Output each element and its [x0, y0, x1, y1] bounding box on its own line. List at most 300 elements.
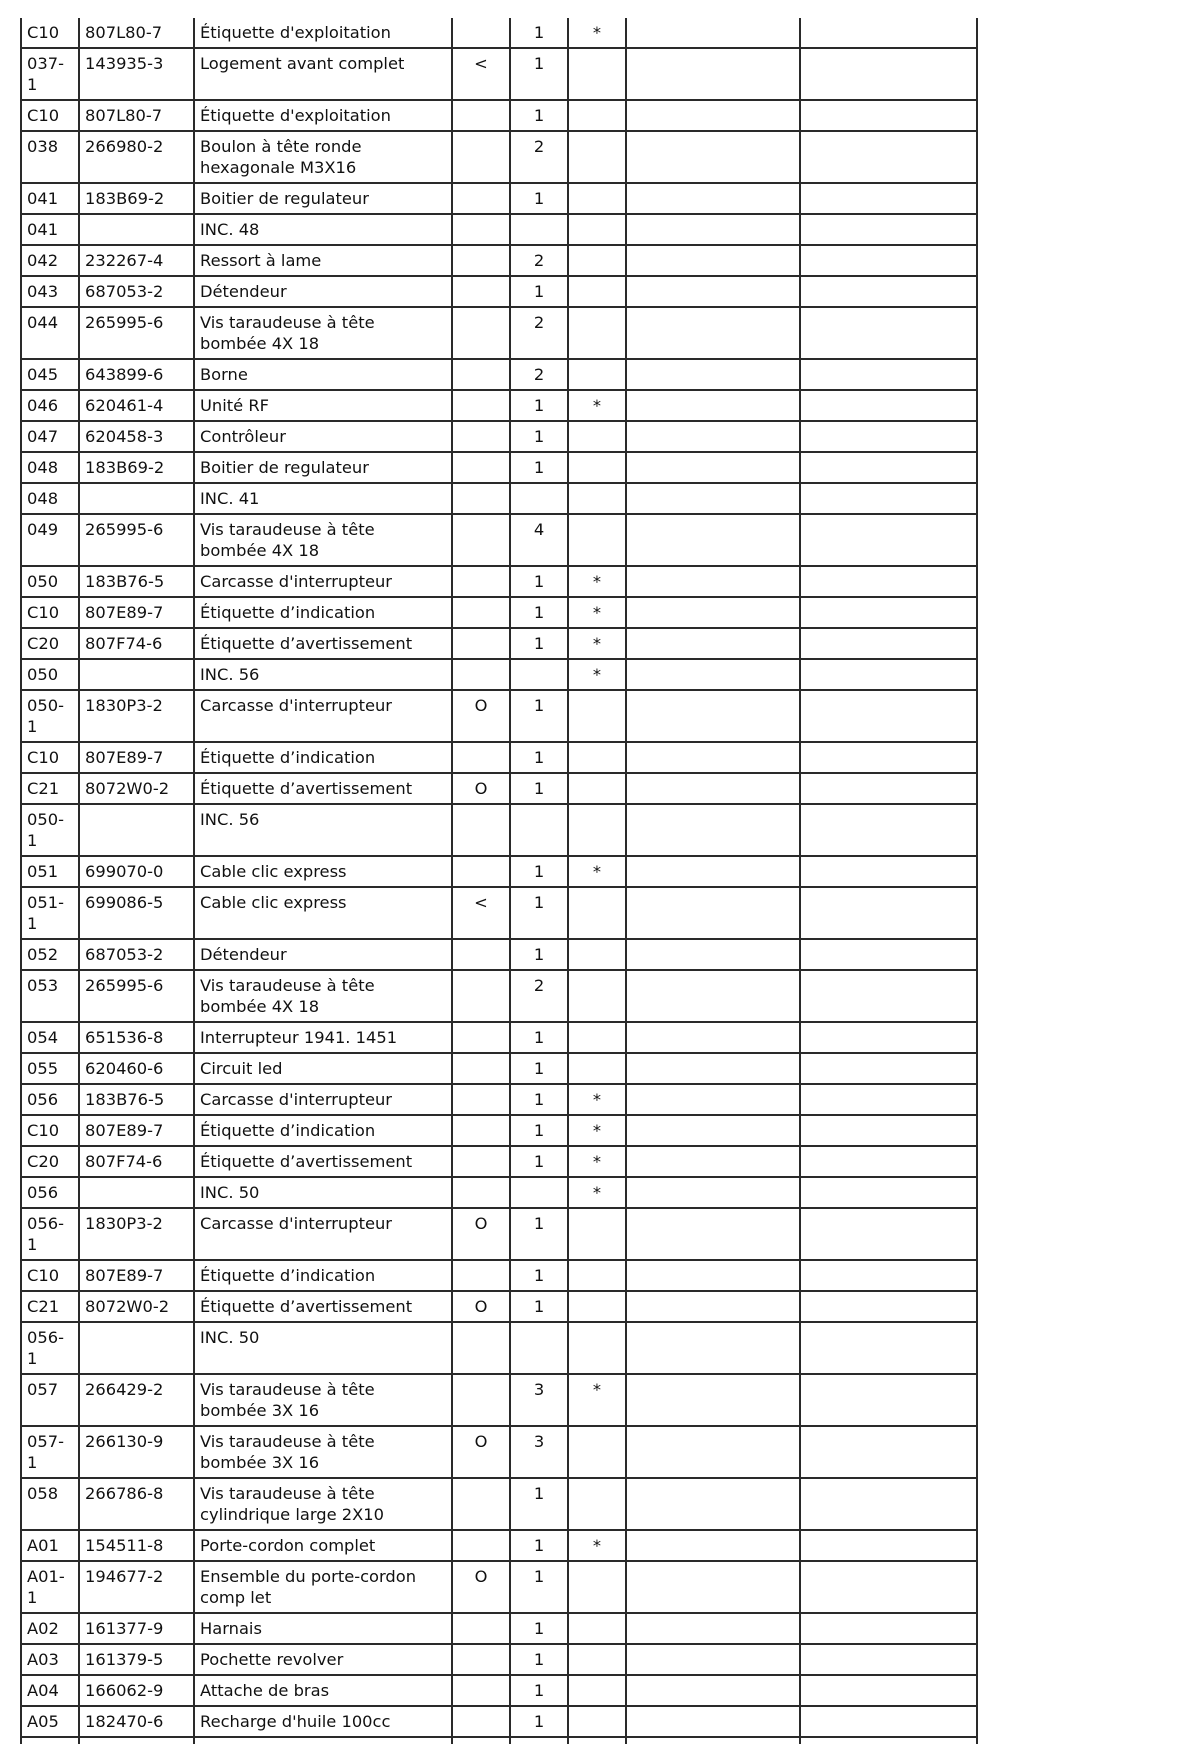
- part-number-cell: 183B69-2: [79, 452, 194, 483]
- extra-column-2-cell: [800, 307, 977, 359]
- part-number-cell: 232267-4: [79, 245, 194, 276]
- ref-cell: 050-1: [21, 690, 79, 742]
- ref-cell: C10: [21, 742, 79, 773]
- table-row: [21, 100, 977, 131]
- extra-column-2-cell: [800, 804, 977, 856]
- part-number-cell: 166062-9: [79, 1675, 194, 1706]
- extra-column-2-cell: [800, 1146, 977, 1177]
- note-mark-cell: [568, 1675, 626, 1706]
- note-mark-cell: *: [568, 1146, 626, 1177]
- extra-column-2-cell: [800, 887, 977, 939]
- extra-column-2-cell: [800, 1115, 977, 1146]
- ref-cell: C20: [21, 628, 79, 659]
- extra-column-1-cell: [626, 452, 800, 483]
- ref-cell: 057-1: [21, 1426, 79, 1478]
- description-cell: Détendeur: [194, 276, 452, 307]
- extra-column-1-cell: [626, 183, 800, 214]
- extra-column-1-cell: [626, 276, 800, 307]
- quantity-cell: 1: [510, 1613, 568, 1644]
- table-row: [21, 856, 977, 887]
- note-mark-cell: [568, 1053, 626, 1084]
- change-code-cell: O: [452, 690, 510, 742]
- part-number-cell: 1830P3-2: [79, 690, 194, 742]
- quantity-cell: 2: [510, 245, 568, 276]
- change-code-cell: [452, 183, 510, 214]
- quantity-cell: 1: [510, 1561, 568, 1613]
- extra-column-1-cell: [626, 1177, 800, 1208]
- ref-cell: 056: [21, 1084, 79, 1115]
- change-code-cell: [452, 214, 510, 245]
- extra-column-2-cell: [800, 421, 977, 452]
- change-code-cell: [452, 1022, 510, 1053]
- part-number-cell: 699070-0: [79, 856, 194, 887]
- extra-column-2-cell: [800, 939, 977, 970]
- change-code-cell: [452, 659, 510, 690]
- quantity-cell: 1: [510, 48, 568, 100]
- extra-column-1-cell: [626, 1644, 800, 1675]
- extra-column-2-cell: [800, 48, 977, 100]
- extra-column-2-cell: [800, 1291, 977, 1322]
- ref-cell: A03: [21, 1644, 79, 1675]
- extra-column-2-cell: [800, 659, 977, 690]
- table-row-continuation: [21, 1737, 977, 1744]
- quantity-cell: 2: [510, 970, 568, 1022]
- description-cell: INC. 50: [194, 1177, 452, 1208]
- extra-column-1-cell: [626, 1613, 800, 1644]
- ref-cell: 038: [21, 131, 79, 183]
- description-cell: Vis taraudeuse à tête bombée 3X 16: [194, 1374, 452, 1426]
- table-row: [21, 939, 977, 970]
- extra-column-1-cell: [626, 131, 800, 183]
- part-number-cell: 643899-6: [79, 359, 194, 390]
- description-cell: Boitier de regulateur: [194, 452, 452, 483]
- description-cell: INC. 48: [194, 214, 452, 245]
- continuation-cell: [626, 1737, 800, 1744]
- change-code-cell: [452, 359, 510, 390]
- extra-column-2-cell: [800, 1644, 977, 1675]
- table-row: [21, 1613, 977, 1644]
- change-code-cell: [452, 483, 510, 514]
- quantity-cell: [510, 804, 568, 856]
- quantity-cell: 1: [510, 773, 568, 804]
- quantity-cell: [510, 1177, 568, 1208]
- change-code-cell: [452, 1644, 510, 1675]
- note-mark-cell: [568, 1613, 626, 1644]
- change-code-cell: [452, 307, 510, 359]
- ref-cell: 046: [21, 390, 79, 421]
- extra-column-1-cell: [626, 773, 800, 804]
- table-row: [21, 1291, 977, 1322]
- table-row: [21, 276, 977, 307]
- extra-column-1-cell: [626, 1084, 800, 1115]
- table-row: [21, 307, 977, 359]
- ref-cell: 057: [21, 1374, 79, 1426]
- note-mark-cell: *: [568, 1177, 626, 1208]
- description-cell: Carcasse d'interrupteur: [194, 1084, 452, 1115]
- extra-column-2-cell: [800, 773, 977, 804]
- quantity-cell: 4: [510, 514, 568, 566]
- part-number-cell: 161377-9: [79, 1613, 194, 1644]
- ref-cell: C10: [21, 100, 79, 131]
- table-row: [21, 1208, 977, 1260]
- description-cell: Borne: [194, 359, 452, 390]
- description-cell: Ensemble du porte-cordon comp let: [194, 1561, 452, 1613]
- note-mark-cell: *: [568, 1084, 626, 1115]
- extra-column-1-cell: [626, 1426, 800, 1478]
- extra-column-1-cell: [626, 1022, 800, 1053]
- note-mark-cell: [568, 1260, 626, 1291]
- part-number-cell: 699086-5: [79, 887, 194, 939]
- note-mark-cell: *: [568, 1530, 626, 1561]
- extra-column-1-cell: [626, 1146, 800, 1177]
- quantity-cell: 1: [510, 1146, 568, 1177]
- ref-cell: A01-1: [21, 1561, 79, 1613]
- part-number-cell: [79, 1322, 194, 1374]
- quantity-cell: 2: [510, 131, 568, 183]
- note-mark-cell: [568, 1022, 626, 1053]
- part-number-cell: 194677-2: [79, 1561, 194, 1613]
- note-mark-cell: [568, 514, 626, 566]
- extra-column-1-cell: [626, 628, 800, 659]
- extra-column-2-cell: [800, 597, 977, 628]
- continuation-cell: [452, 1737, 510, 1744]
- note-mark-cell: [568, 48, 626, 100]
- extra-column-2-cell: [800, 1675, 977, 1706]
- extra-column-2-cell: [800, 628, 977, 659]
- note-mark-cell: [568, 690, 626, 742]
- extra-column-1-cell: [626, 421, 800, 452]
- description-cell: Harnais: [194, 1613, 452, 1644]
- extra-column-1-cell: [626, 887, 800, 939]
- extra-column-2-cell: [800, 742, 977, 773]
- extra-column-1-cell: [626, 1675, 800, 1706]
- quantity-cell: 1: [510, 1675, 568, 1706]
- description-cell: INC. 41: [194, 483, 452, 514]
- change-code-cell: [452, 245, 510, 276]
- parts-table: [20, 18, 978, 1744]
- description-cell: Unité RF: [194, 390, 452, 421]
- note-mark-cell: *: [568, 628, 626, 659]
- ref-cell: 048: [21, 452, 79, 483]
- extra-column-1-cell: [626, 970, 800, 1022]
- extra-column-1-cell: [626, 100, 800, 131]
- extra-column-2-cell: [800, 18, 977, 48]
- extra-column-2-cell: [800, 359, 977, 390]
- part-number-cell: 620460-6: [79, 1053, 194, 1084]
- extra-column-2-cell: [800, 690, 977, 742]
- ref-cell: 052: [21, 939, 79, 970]
- continuation-cell: [800, 1737, 977, 1744]
- description-cell: Étiquette d’avertissement: [194, 773, 452, 804]
- extra-column-1-cell: [626, 1322, 800, 1374]
- note-mark-cell: [568, 804, 626, 856]
- quantity-cell: 1: [510, 100, 568, 131]
- change-code-cell: [452, 1177, 510, 1208]
- table-row: [21, 1146, 977, 1177]
- change-code-cell: [452, 1322, 510, 1374]
- description-cell: Boitier de regulateur: [194, 183, 452, 214]
- table-row: [21, 452, 977, 483]
- ref-cell: 037-1: [21, 48, 79, 100]
- part-number-cell: [79, 659, 194, 690]
- description-cell: Contrôleur: [194, 421, 452, 452]
- change-code-cell: [452, 390, 510, 421]
- part-number-cell: 807E89-7: [79, 742, 194, 773]
- note-mark-cell: [568, 939, 626, 970]
- ref-cell: 050-1: [21, 804, 79, 856]
- extra-column-2-cell: [800, 276, 977, 307]
- extra-column-1-cell: [626, 597, 800, 628]
- ref-cell: 050: [21, 566, 79, 597]
- quantity-cell: [510, 1322, 568, 1374]
- extra-column-1-cell: [626, 1053, 800, 1084]
- description-cell: Boulon à tête ronde hexagonale M3X16: [194, 131, 452, 183]
- description-cell: INC. 50: [194, 1322, 452, 1374]
- note-mark-cell: *: [568, 659, 626, 690]
- quantity-cell: 1: [510, 1115, 568, 1146]
- extra-column-1-cell: [626, 1115, 800, 1146]
- change-code-cell: [452, 1675, 510, 1706]
- continuation-cell: [568, 1737, 626, 1744]
- extra-column-2-cell: [800, 1426, 977, 1478]
- table-row: [21, 1115, 977, 1146]
- extra-column-2-cell: [800, 1053, 977, 1084]
- parts-list-sheet: [20, 18, 976, 1744]
- description-cell: INC. 56: [194, 659, 452, 690]
- table-row: [21, 421, 977, 452]
- table-row: [21, 1706, 977, 1737]
- ref-cell: C20: [21, 1146, 79, 1177]
- table-row: [21, 1478, 977, 1530]
- part-number-cell: 265995-6: [79, 970, 194, 1022]
- ref-cell: 056-1: [21, 1322, 79, 1374]
- description-cell: Vis taraudeuse à tête bombée 3X 16: [194, 1426, 452, 1478]
- note-mark-cell: [568, 1561, 626, 1613]
- part-number-cell: 620458-3: [79, 421, 194, 452]
- note-mark-cell: *: [568, 1115, 626, 1146]
- table-row: [21, 183, 977, 214]
- note-mark-cell: *: [568, 566, 626, 597]
- quantity-cell: 1: [510, 1706, 568, 1737]
- extra-column-1-cell: [626, 1706, 800, 1737]
- extra-column-1-cell: [626, 245, 800, 276]
- part-number-cell: 807L80-7: [79, 18, 194, 48]
- ref-cell: 044: [21, 307, 79, 359]
- table-row: [21, 690, 977, 742]
- ref-cell: 055: [21, 1053, 79, 1084]
- note-mark-cell: [568, 452, 626, 483]
- description-cell: Porte-cordon complet: [194, 1530, 452, 1561]
- extra-column-1-cell: [626, 939, 800, 970]
- table-row: [21, 597, 977, 628]
- ref-cell: 053: [21, 970, 79, 1022]
- extra-column-2-cell: [800, 131, 977, 183]
- description-cell: Étiquette d’avertissement: [194, 628, 452, 659]
- ref-cell: C10: [21, 18, 79, 48]
- extra-column-1-cell: [626, 48, 800, 100]
- extra-column-2-cell: [800, 245, 977, 276]
- change-code-cell: [452, 566, 510, 597]
- note-mark-cell: [568, 245, 626, 276]
- part-number-cell: 807F74-6: [79, 628, 194, 659]
- description-cell: Vis taraudeuse à tête bombée 4X 18: [194, 970, 452, 1022]
- ref-cell: 048: [21, 483, 79, 514]
- description-cell: Carcasse d'interrupteur: [194, 1208, 452, 1260]
- change-code-cell: [452, 1374, 510, 1426]
- extra-column-2-cell: [800, 1478, 977, 1530]
- change-code-cell: [452, 1478, 510, 1530]
- quantity-cell: 1: [510, 1022, 568, 1053]
- continuation-cell: [194, 1737, 452, 1744]
- quantity-cell: 1: [510, 939, 568, 970]
- extra-column-2-cell: [800, 1706, 977, 1737]
- ref-cell: C21: [21, 1291, 79, 1322]
- extra-column-2-cell: [800, 970, 977, 1022]
- quantity-cell: 2: [510, 307, 568, 359]
- extra-column-1-cell: [626, 514, 800, 566]
- note-mark-cell: [568, 100, 626, 131]
- table-row: [21, 1675, 977, 1706]
- extra-column-2-cell: [800, 1208, 977, 1260]
- extra-column-2-cell: [800, 1022, 977, 1053]
- ref-cell: 042: [21, 245, 79, 276]
- note-mark-cell: [568, 1291, 626, 1322]
- description-cell: Vis taraudeuse à tête cylindrique large 2X10: [194, 1478, 452, 1530]
- quantity-cell: 1: [510, 887, 568, 939]
- note-mark-cell: [568, 742, 626, 773]
- extra-column-1-cell: [626, 1260, 800, 1291]
- table-row: [21, 659, 977, 690]
- ref-cell: A05: [21, 1706, 79, 1737]
- change-code-cell: [452, 421, 510, 452]
- change-code-cell: [452, 276, 510, 307]
- note-mark-cell: [568, 970, 626, 1022]
- change-code-cell: O: [452, 1291, 510, 1322]
- note-mark-cell: [568, 1322, 626, 1374]
- ref-cell: 056-1: [21, 1208, 79, 1260]
- ref-cell: 041: [21, 214, 79, 245]
- ref-cell: C10: [21, 597, 79, 628]
- part-number-cell: 143935-3: [79, 48, 194, 100]
- part-number-cell: 266130-9: [79, 1426, 194, 1478]
- part-number-cell: 266786-8: [79, 1478, 194, 1530]
- table-row: [21, 1322, 977, 1374]
- change-code-cell: [452, 939, 510, 970]
- description-cell: Ressort à lame: [194, 245, 452, 276]
- part-number-cell: 8072W0-2: [79, 1291, 194, 1322]
- part-number-cell: 807E89-7: [79, 1260, 194, 1291]
- table-row: [21, 1260, 977, 1291]
- quantity-cell: 1: [510, 1644, 568, 1675]
- table-row: [21, 566, 977, 597]
- change-code-cell: [452, 1613, 510, 1644]
- ref-cell: A01: [21, 1530, 79, 1561]
- part-number-cell: [79, 804, 194, 856]
- extra-column-1-cell: [626, 659, 800, 690]
- part-number-cell: 154511-8: [79, 1530, 194, 1561]
- ref-cell: 054: [21, 1022, 79, 1053]
- extra-column-2-cell: [800, 1613, 977, 1644]
- ref-cell: A04: [21, 1675, 79, 1706]
- quantity-cell: 1: [510, 18, 568, 48]
- extra-column-2-cell: [800, 856, 977, 887]
- extra-column-1-cell: [626, 307, 800, 359]
- table-row: [21, 1644, 977, 1675]
- quantity-cell: 1: [510, 452, 568, 483]
- change-code-cell: [452, 18, 510, 48]
- change-code-cell: [452, 1530, 510, 1561]
- part-number-cell: 807E89-7: [79, 1115, 194, 1146]
- part-number-cell: 183B76-5: [79, 566, 194, 597]
- change-code-cell: [452, 514, 510, 566]
- ref-cell: 050: [21, 659, 79, 690]
- part-number-cell: 265995-6: [79, 514, 194, 566]
- ref-cell: 058: [21, 1478, 79, 1530]
- description-cell: Étiquette d’indication: [194, 597, 452, 628]
- extra-column-1-cell: [626, 483, 800, 514]
- extra-column-2-cell: [800, 483, 977, 514]
- description-cell: Vis taraudeuse à tête bombée 4X 18: [194, 514, 452, 566]
- note-mark-cell: [568, 359, 626, 390]
- extra-column-2-cell: [800, 183, 977, 214]
- table-row: [21, 970, 977, 1022]
- note-mark-cell: [568, 1706, 626, 1737]
- note-mark-cell: *: [568, 856, 626, 887]
- quantity-cell: 3: [510, 1374, 568, 1426]
- part-number-cell: 687053-2: [79, 276, 194, 307]
- part-number-cell: 161379-5: [79, 1644, 194, 1675]
- note-mark-cell: [568, 421, 626, 452]
- change-code-cell: [452, 597, 510, 628]
- ref-cell: A02: [21, 1613, 79, 1644]
- table-row: [21, 245, 977, 276]
- quantity-cell: 1: [510, 690, 568, 742]
- extra-column-2-cell: [800, 1530, 977, 1561]
- table-row: [21, 1374, 977, 1426]
- parts-table-body: [21, 18, 977, 1744]
- part-number-cell: 687053-2: [79, 939, 194, 970]
- part-number-cell: 807E89-7: [79, 597, 194, 628]
- part-number-cell: 8072W0-2: [79, 773, 194, 804]
- quantity-cell: [510, 659, 568, 690]
- extra-column-2-cell: [800, 1561, 977, 1613]
- quantity-cell: 2: [510, 359, 568, 390]
- extra-column-2-cell: [800, 514, 977, 566]
- description-cell: Carcasse d'interrupteur: [194, 566, 452, 597]
- change-code-cell: [452, 131, 510, 183]
- note-mark-cell: [568, 1426, 626, 1478]
- description-cell: Logement avant complet: [194, 48, 452, 100]
- table-row: [21, 514, 977, 566]
- extra-column-1-cell: [626, 1374, 800, 1426]
- change-code-cell: [452, 1115, 510, 1146]
- extra-column-1-cell: [626, 390, 800, 421]
- quantity-cell: 1: [510, 742, 568, 773]
- quantity-cell: 1: [510, 1478, 568, 1530]
- extra-column-1-cell: [626, 1208, 800, 1260]
- table-row: [21, 628, 977, 659]
- description-cell: Attache de bras: [194, 1675, 452, 1706]
- description-cell: Étiquette d'exploitation: [194, 100, 452, 131]
- ref-cell: 043: [21, 276, 79, 307]
- change-code-cell: [452, 1146, 510, 1177]
- extra-column-1-cell: [626, 1530, 800, 1561]
- extra-column-1-cell: [626, 690, 800, 742]
- part-number-cell: 182470-6: [79, 1706, 194, 1737]
- part-number-cell: [79, 1177, 194, 1208]
- table-row: [21, 1561, 977, 1613]
- quantity-cell: [510, 214, 568, 245]
